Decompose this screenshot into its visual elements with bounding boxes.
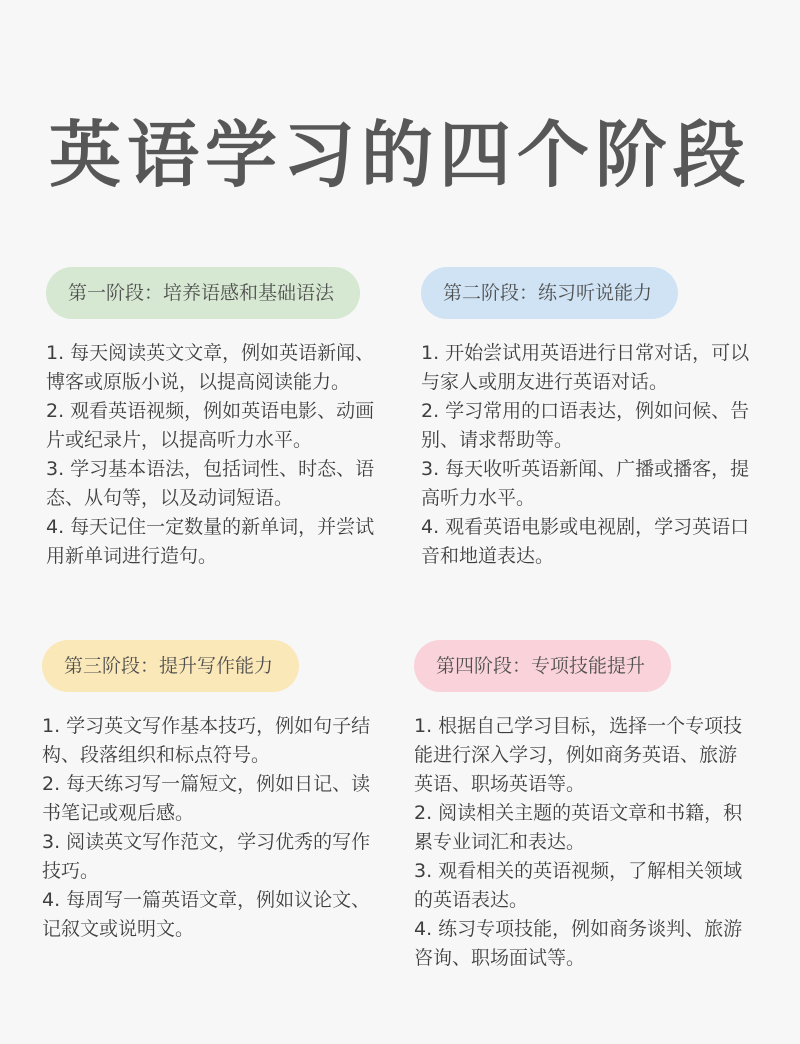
stage-1-section (46, 267, 386, 571)
list-item: 4. 每周写一篇英语文章，例如议论文、记叙文或说明文。 (42, 889, 371, 940)
stage-4-list (414, 712, 754, 973)
list-item: 1. 根据自己学习目标，选择一个专项技能进行深入学习，例如商务英语、旅游英语、职场英语等。 (414, 715, 743, 795)
list-item: 3. 观看相关的英语视频，了解相关领域的英语表达。 (414, 860, 743, 911)
stage-3-heading: 第三阶段：提升写作能力 (42, 640, 299, 692)
stage-1-list (46, 339, 386, 571)
stage-2-list (421, 339, 761, 571)
list-item: 2. 观看英语视频，例如英语电影、动画片或纪录片，以提高听力水平。 (46, 400, 375, 451)
list-item: 3. 每天收听英语新闻、广播或播客，提高听力水平。 (421, 458, 750, 509)
stage-3-section (42, 640, 382, 944)
list-item: 1. 开始尝试用英语进行日常对话，可以与家人或朋友进行英语对话。 (421, 342, 750, 393)
stage-4-heading: 第四阶段：专项技能提升 (414, 640, 671, 692)
stage-4-section (414, 640, 754, 973)
stage-3-list (42, 712, 382, 944)
list-item: 2. 阅读相关主题的英语文章和书籍，积累专业词汇和表达。 (414, 802, 743, 853)
list-item: 1. 每天阅读英文文章，例如英语新闻、博客或原版小说，以提高阅读能力。 (46, 342, 375, 393)
list-item: 3. 阅读英文写作范文，学习优秀的写作技巧。 (42, 831, 371, 882)
page-title: 英语学习的四个阶段 (48, 113, 751, 197)
list-item: 1. 学习英文写作基本技巧，例如句子结构、段落组织和标点符号。 (42, 715, 371, 766)
list-item: 2. 每天练习写一篇短文，例如日记、读书笔记或观后感。 (42, 773, 371, 824)
stage-1-heading: 第一阶段：培养语感和基础语法 (46, 267, 360, 319)
list-item: 3. 学习基本语法，包括词性、时态、语态、从句等，以及动词短语。 (46, 458, 375, 509)
list-item: 4. 练习专项技能，例如商务谈判、旅游咨询、职场面试等。 (414, 918, 743, 969)
stage-2-heading: 第二阶段：练习听说能力 (421, 267, 678, 319)
list-item: 2. 学习常用的口语表达，例如问候、告别、请求帮助等。 (421, 400, 750, 451)
list-item: 4. 观看英语电影或电视剧，学习英语口音和地道表达。 (421, 516, 750, 567)
list-item: 4. 每天记住一定数量的新单词，并尝试用新单词进行造句。 (46, 516, 375, 567)
stage-2-section (421, 267, 761, 571)
